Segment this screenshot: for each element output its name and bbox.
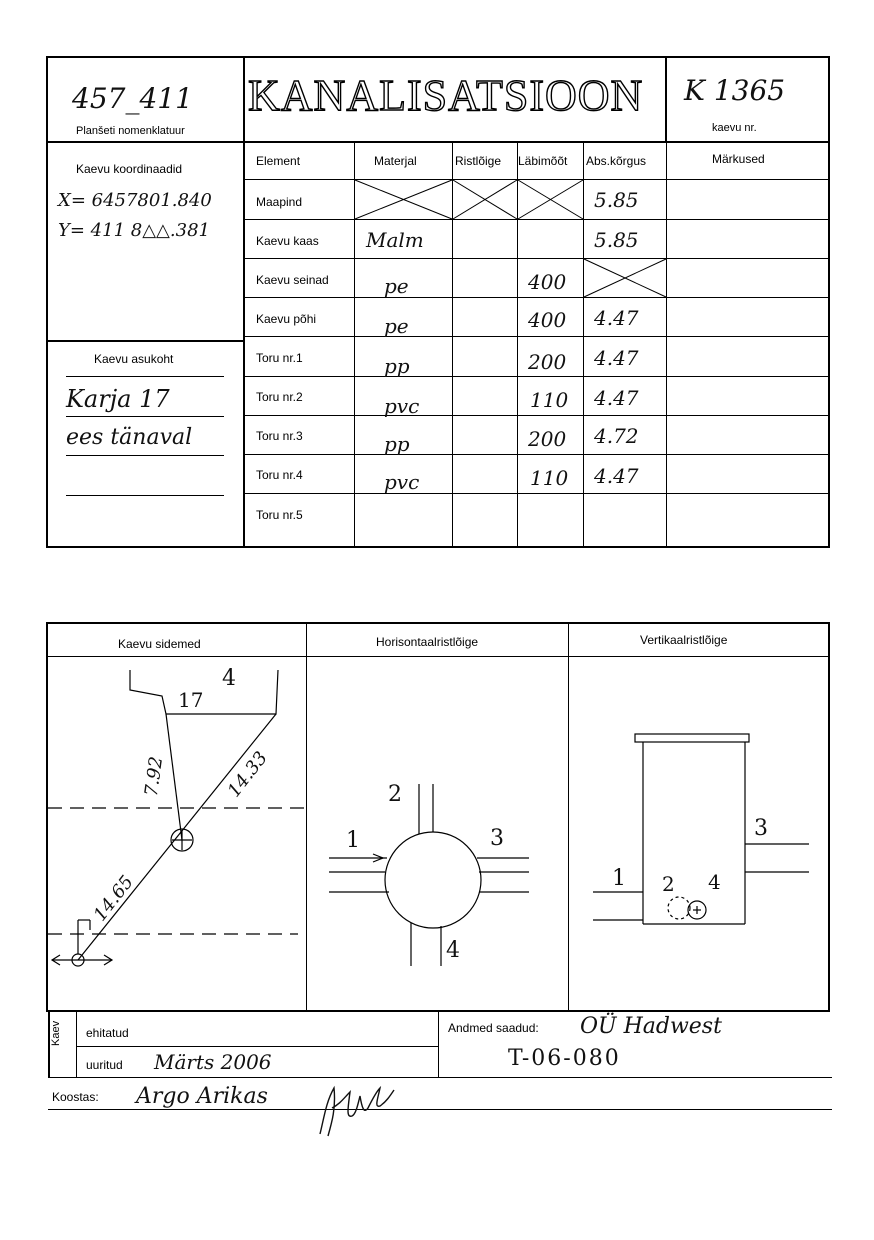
data-source-label: Andmed saadud: (448, 1021, 539, 1035)
location-line-2: ees tänaval (66, 425, 193, 450)
ties-diagram (48, 658, 306, 1010)
vertical-section-diagram (569, 658, 828, 1010)
well-number: K 1365 (684, 74, 786, 107)
row-diameter: 400 (528, 270, 567, 294)
row-diameter: 400 (528, 308, 567, 332)
location-label: Kaevu asukoht (94, 352, 174, 366)
v-pipe-3: 3 (754, 816, 768, 841)
row-material: pp (384, 432, 410, 456)
header-elevation: Abs.kõrgus (586, 154, 647, 168)
coordinate-x: X= 6457801.840 (58, 190, 212, 211)
surveyed-value: Märts 2006 (154, 1050, 272, 1074)
row-element: Maapind (256, 195, 303, 209)
header-element: Element (256, 154, 301, 168)
signature (306, 1078, 406, 1140)
row-element: Toru nr.5 (256, 508, 303, 522)
row-elevation: 4.47 (594, 306, 639, 330)
horizontal-section-label: Horisontaalristlõige (376, 635, 479, 649)
row-elevation: 4.47 (594, 464, 639, 488)
row-material: pe (384, 314, 409, 338)
row-diameter: 110 (530, 388, 569, 412)
header-material: Materjal (374, 154, 417, 168)
location-line-1: Karja 17 (66, 385, 170, 413)
sheet-value: 457_411 (72, 82, 193, 115)
v-pipe-4: 4 (708, 870, 721, 894)
h-pipe-3: 3 (490, 826, 504, 851)
tie-distance-2: 14.33 (223, 747, 272, 802)
row-element: Toru nr.2 (256, 390, 303, 404)
row-material: Malm (366, 228, 424, 252)
data-source-value: OÜ Hadwest (580, 1014, 722, 1039)
row-element: Kaevu põhi (256, 312, 317, 326)
row-material: pvc (384, 394, 420, 418)
header-diameter: Läbimõõt (518, 154, 568, 168)
row-element: Toru nr.1 (256, 351, 303, 365)
row-material: pe (384, 274, 409, 298)
v-pipe-1: 1 (612, 866, 626, 891)
ties-label: Kaevu sidemed (118, 637, 201, 651)
row-elevation: 4.72 (594, 424, 639, 448)
header-notes: Märkused (712, 152, 765, 166)
vertical-section-label: Vertikaalristlõige (640, 633, 728, 647)
row-diameter: 200 (528, 427, 567, 451)
tie-distance-1: 7.92 (140, 755, 168, 798)
tie-label-4: 4 (222, 666, 236, 691)
row-elevation: 5.85 (594, 188, 639, 212)
header-cross-section: Ristlõige (455, 154, 502, 168)
author-label: Koostas: (52, 1090, 99, 1104)
row-element: Toru nr.3 (256, 429, 303, 443)
row-elevation: 4.47 (594, 346, 639, 370)
row-diameter: 200 (528, 350, 567, 374)
h-pipe-2: 2 (388, 782, 402, 807)
row-elevation: 4.47 (594, 386, 639, 410)
h-pipe-4: 4 (446, 938, 460, 963)
sheet-label: Planšeti nomenklatuur (76, 125, 185, 137)
page-title: KANALISATSIOON (248, 71, 644, 120)
tie-label-17: 17 (178, 688, 204, 712)
coordinate-y: Y= 411 8△△.381 (58, 220, 210, 241)
row-element: Kaevu seinad (256, 273, 329, 287)
document-number: T-06-080 (508, 1046, 621, 1071)
row-elevation: 5.85 (594, 228, 639, 252)
row-material: pp (384, 354, 410, 378)
well-side-label: Kaev (50, 1020, 62, 1046)
row-element: Kaevu kaas (256, 234, 319, 248)
row-material: pvc (384, 470, 420, 494)
h-pipe-1: 1 (346, 828, 360, 853)
tie-distance-3: 14.65 (89, 871, 138, 926)
coordinates-label: Kaevu koordinaadid (76, 162, 183, 176)
v-pipe-2: 2 (662, 872, 675, 896)
row-diameter: 110 (530, 466, 569, 490)
cross-marks (0, 0, 874, 560)
well-number-label: kaevu nr. (712, 122, 757, 134)
built-label: ehitatud (86, 1026, 129, 1040)
surveyed-label: uuritud (86, 1058, 123, 1072)
row-element: Toru nr.4 (256, 468, 303, 482)
author-value: Argo Arikas (136, 1084, 268, 1109)
